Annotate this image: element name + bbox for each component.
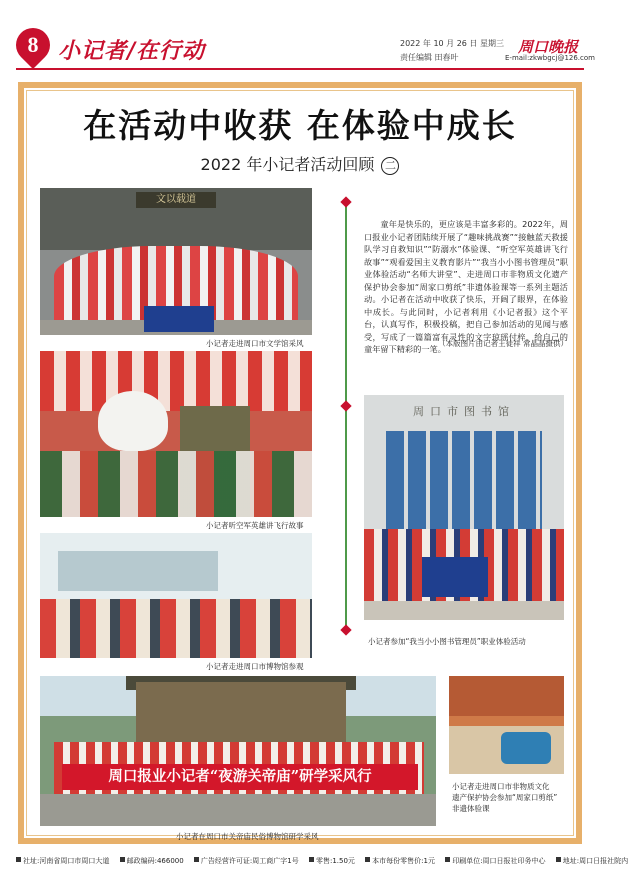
date-line: 2022 年 10 月 26 日 星期三 (400, 39, 504, 48)
subtitle-number: 二 (381, 157, 399, 175)
header-meta (400, 37, 504, 65)
page-footer (16, 856, 629, 870)
newspaper-logo: 周口晚报 (518, 38, 579, 56)
footer-item: 社址:河南省周口市周口大道 (23, 857, 110, 865)
square-bullet-icon (445, 857, 450, 862)
photo-air-force-hero (40, 351, 312, 517)
photo-caption: 小记者走进周口市博物馆参观 (206, 662, 304, 671)
footer-item: 广告经营许可证:周工商广字1号 (200, 857, 299, 865)
section-title: 小记者/在行动 (58, 38, 206, 64)
library-sign: 周口市图书馆 (413, 405, 515, 418)
photo-caption: 小记者走进周口市非物质文化 (452, 782, 550, 791)
page-number: 8 (27, 32, 39, 57)
flag-banner (144, 306, 214, 332)
photo-caption: 小记者走进周口市文学馆采风 (206, 339, 304, 348)
photo-museum-visit (40, 533, 312, 658)
photo-caption: 小记者在周口市关帝庙民俗博物馆研学采风 (176, 832, 319, 841)
photo-caption: 遗产保护协会参加“周家口剪纸” (452, 793, 558, 802)
article-title: 在活动中收获 在体验中成长 (83, 106, 517, 145)
footer-item: 地址:周口日报社院内 (562, 857, 629, 865)
subtitle-text: 2022 年小记者活动回顾 (200, 155, 375, 174)
photo-library-volunteer (364, 395, 564, 620)
article-intro: 童年是快乐的，更应该是丰富多彩的。2022年，周口报业小记者团陆续开展了“趣味挑战赛”“接触蓝天救援队学习自救知识”“防溺水”体验课、“听空军英雄讲飞行故事”“观看爱国主义教育影片”“我当小小图书管理员”职业体验活动“名师大讲堂”、走进周口市非物质文化遗产保护协会参加“周家口剪纸”非遗体验课等一系列主题活动。小记者在活动中收获了快乐，开阔了眼界，在体验中成长。与此同时，小记者利用《小记者报》这个平台，认真写作，积极投稿，把自己参加活动的见闻与感受，写成了一篇篇富有灵性的文字琼瑶付梓，给自己的童年留下精彩的一笔。 (364, 219, 568, 354)
square-bullet-icon (365, 857, 370, 862)
page-number-badge (16, 28, 50, 68)
photo-caption: 小记者参加“我当小小图书管理员”职业体验活动 (368, 637, 526, 646)
photo-credit: （本版图片由记者王徒祥 常晶晶摄供） (438, 339, 568, 348)
footer-item: 印刷单位:周口日报社印务中心 (452, 857, 546, 865)
event-banner: 周口报业小记者“夜游关帝庙”研学采风行 (62, 764, 418, 790)
photo-paper-cutting (449, 676, 564, 774)
square-bullet-icon (120, 857, 125, 862)
column-divider (345, 200, 347, 630)
square-bullet-icon (194, 857, 199, 862)
flag-banner (422, 557, 488, 597)
square-bullet-icon (309, 857, 314, 862)
square-bullet-icon (556, 857, 561, 862)
footer-item: 零售:1.50元 (315, 857, 355, 865)
footer-item: 邮政编码:466000 (126, 857, 184, 865)
footer-item: 本市每份零售价:1元 (372, 857, 435, 865)
photo-plaque: 文以载道 (136, 192, 216, 208)
editor-line: 责任编辑 田春叶 (400, 53, 459, 62)
square-bullet-icon (16, 857, 21, 862)
photo-literature-museum (40, 188, 312, 335)
newspaper-email: E-mail:zkwbgcj@126.com (505, 54, 595, 62)
photo-guandi-temple (40, 676, 436, 826)
header-divider (16, 68, 584, 70)
photo-caption: 小记者听空军英雄讲飞行故事 (206, 521, 304, 530)
article-subtitle (0, 152, 600, 175)
page-header (0, 0, 600, 70)
photo-caption: 非遗体验课 (452, 804, 490, 813)
